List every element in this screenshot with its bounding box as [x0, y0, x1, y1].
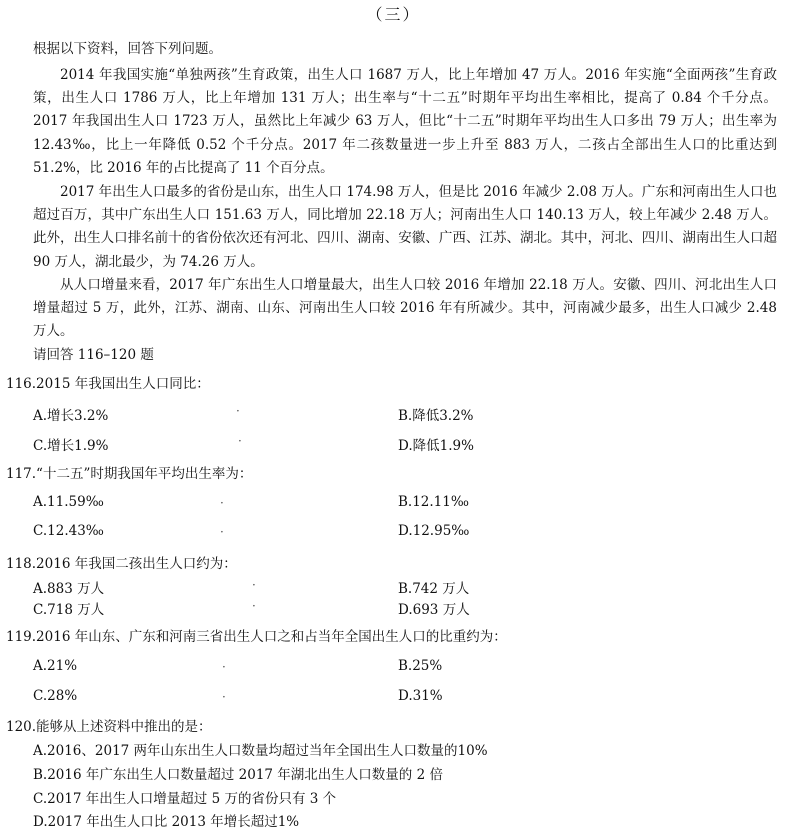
section-title: （三） — [366, 5, 421, 24]
question-117-stem: 117.“十二五”时期我国年平均出生率为： — [6, 466, 253, 482]
separator-dot: · — [222, 660, 226, 674]
separator-dot: · — [238, 434, 242, 448]
question-118-option-a[interactable]: A.883 万人 — [33, 581, 105, 597]
question-118-option-b[interactable]: B.742 万人 — [398, 581, 470, 597]
separator-dot: · — [220, 525, 224, 539]
question-117-option-a[interactable]: A.11.59‰ — [33, 494, 104, 510]
question-120-option-a[interactable]: A.2016、2017 两年山东出生人口数量均超过当年全国出生人口数量的10% — [33, 743, 488, 759]
intro-text: 根据以下资料，回答下列问题。 — [33, 41, 222, 57]
question-120-option-d[interactable]: D.2017 年出生人口比 2013 年增长超过1% — [33, 814, 300, 830]
question-116-option-b[interactable]: B.降低3.2% — [398, 408, 474, 424]
paragraph-2: 2017 年出生人口最多的省份是山东，出生人口 174.98 万人，但是比 2016 年减少 2.08 万人。广东和河南出生人口也超过百万，其中广东出生人口 151.63 万人，同比增加 22.18 万人；河南出生人口 140.13 万人，较上年减少 2.48 万人。此外，出生人口排名前十的省份依次还有河北、四川、湖南、安徽、广西、江苏、湖北。其中，河北、四川、湖南出生人口超 90 万人，湖北最少，为 74.26 万人。 — [33, 184, 777, 270]
question-120-stem: 120.能够从上述资料中推出的是： — [6, 719, 212, 735]
question-118-option-c[interactable]: C.718 万人 — [33, 602, 105, 618]
question-119-option-d[interactable]: D.31% — [398, 688, 443, 704]
question-119-option-c[interactable]: C.28% — [33, 688, 78, 704]
question-117-option-c[interactable]: C.12.43‰ — [33, 523, 104, 539]
question-120-option-c[interactable]: C.2017 年出生人口增量超过 5 万的省份只有 3 个 — [33, 791, 337, 807]
separator-dot: · — [252, 599, 256, 613]
separator-dot: · — [220, 496, 224, 510]
question-119-stem: 119.2016 年山东、广东和河南三省出生人口之和占当年全国出生人口的比重约为： — [6, 629, 507, 645]
instruction-text: 请回答 116–120 题 — [33, 347, 154, 363]
paragraph-3: 从人口增量来看，2017 年广东出生人口增量最大，出生人口较 2016 年增加 22.18 万人。安徽、四川、河北出生人口增量超过 5 万，此外，江苏、湖南、山东、河南出生人口较 2016 年有所减少。其中，河南减少最多，出生人口减少 2.48 万人。 — [33, 277, 777, 340]
question-120-option-b[interactable]: B.2016 年广东出生人口数量超过 2017 年湖北出生人口数量的 2 倍 — [33, 767, 443, 783]
question-119-option-a[interactable]: A.21% — [33, 658, 78, 674]
question-119-option-b[interactable]: B.25% — [398, 658, 443, 674]
question-117-option-b[interactable]: B.12.11‰ — [398, 494, 469, 510]
question-116-option-c[interactable]: C.增长1.9% — [33, 438, 109, 454]
question-116-option-d[interactable]: D.降低1.9% — [398, 438, 474, 454]
question-116-stem: 116.2015 年我国出生人口同比： — [6, 376, 210, 392]
question-118-stem: 118.2016 年我国二孩出生人口约为： — [6, 556, 237, 572]
separator-dot: · — [222, 690, 226, 704]
question-117-option-d[interactable]: D.12.95‰ — [398, 523, 470, 539]
separator-dot: · — [252, 578, 256, 592]
question-116-option-a[interactable]: A.增长3.2% — [33, 408, 109, 424]
separator-dot: · — [236, 404, 240, 418]
paragraph-1: 2014 年我国实施“单独两孩”生育政策，出生人口 1687 万人，比上年增加 47 万人。2016 年实施“全面两孩”生育政策，出生人口 1786 万人，比上年增加 131 万人；出生率与“十二五”时期年平均出生率相比，提高了 0.84 个千分点。2017 年我国出生人口 1723 万人，虽然比上年减少 63 万人，但比“十二五”时期年平均出生人口多出 79 万人；出生率为 12.43‰，比上一年降低 0.52 个千分点。2017 年二孩数量进一步上升至 883 万人，二孩占全部出生人口的比重达到 51.2%，比 2016 年的占比提高了 11 个百分点。 — [33, 67, 777, 176]
question-118-option-d[interactable]: D.693 万人 — [398, 602, 470, 618]
